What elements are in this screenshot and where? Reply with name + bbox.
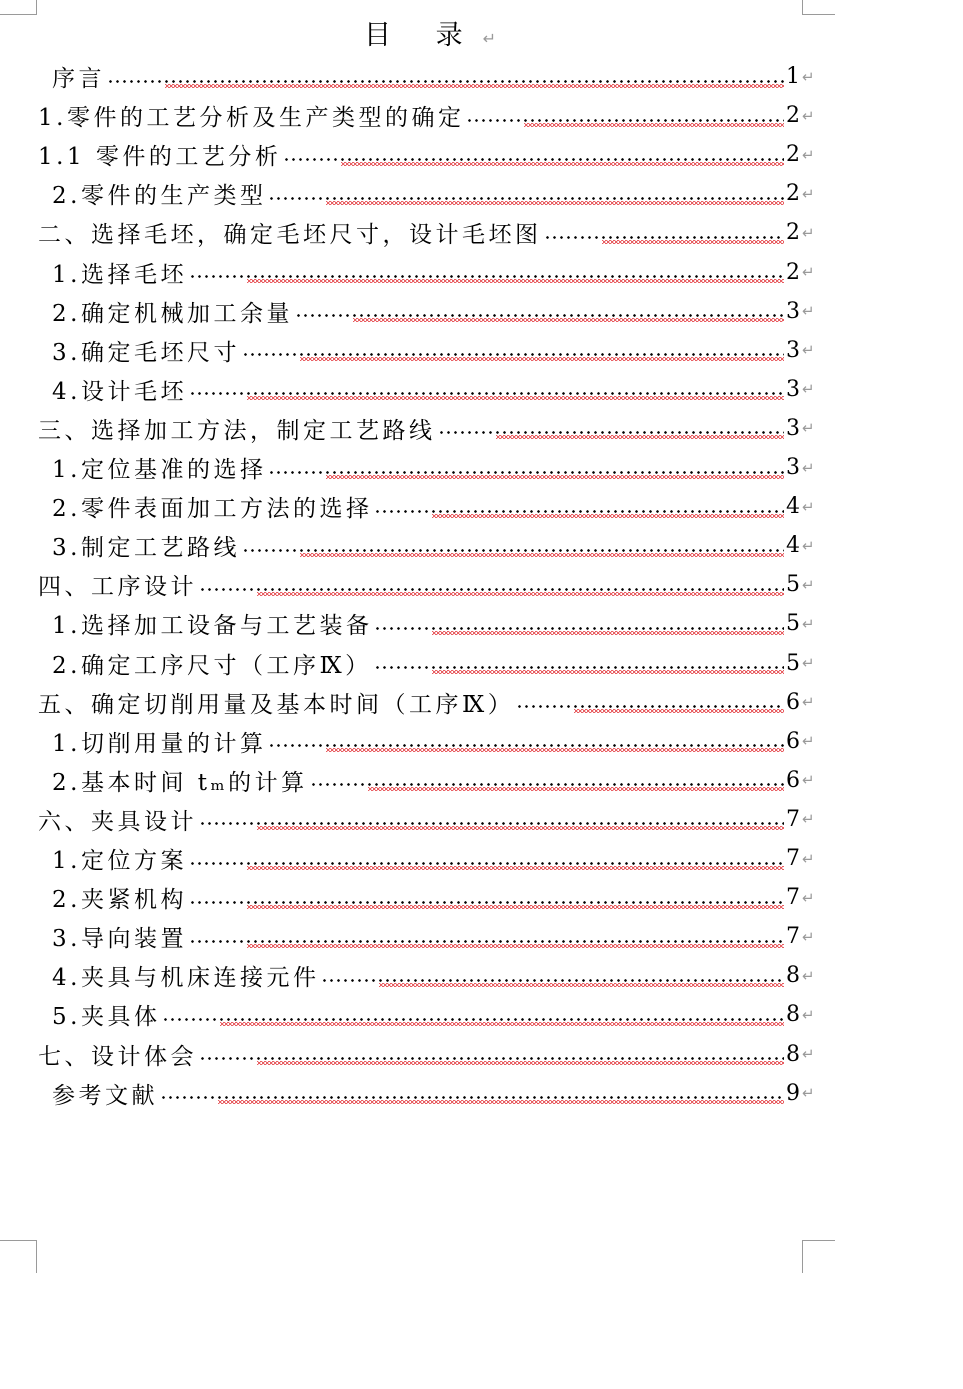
leader-dots bbox=[438, 431, 785, 434]
toc-entry-page-number: 8 bbox=[786, 1002, 800, 1028]
toc-entry-label: 1.1 零件的工艺分析 bbox=[38, 144, 282, 171]
leader-dots bbox=[466, 119, 784, 122]
toc-entry-page-number: 3 bbox=[786, 376, 800, 402]
leader-dots bbox=[268, 744, 784, 747]
toc-entry-label: 三、选择加工方法，制定工艺路线 bbox=[38, 417, 436, 444]
toc-entry[interactable] bbox=[52, 292, 820, 331]
leader-dots bbox=[268, 471, 784, 474]
toc-entry-label: 1.选择毛坯 bbox=[52, 261, 187, 288]
page-corner-mark-bottom-right bbox=[802, 1240, 835, 1273]
toc-entry-page-number: 7 bbox=[786, 806, 800, 832]
spellcheck-underline bbox=[247, 905, 784, 909]
toc-entry-label: 1.零件的工艺分析及生产类型的确定 bbox=[38, 105, 465, 132]
leader-dots bbox=[199, 588, 784, 591]
toc-entry-page-number: 2 bbox=[786, 103, 800, 129]
toc-title-text: 目 录 bbox=[364, 20, 481, 51]
toc-entry-page-number: 3 bbox=[786, 415, 800, 441]
toc-dot-leader bbox=[189, 926, 784, 948]
toc-entry-label: 参考文献 bbox=[52, 1082, 158, 1109]
spellcheck-underline bbox=[432, 514, 784, 518]
spellcheck-underline bbox=[496, 435, 785, 439]
paragraph-mark-icon: ↵ bbox=[802, 654, 815, 672]
spellcheck-underline bbox=[432, 670, 784, 674]
toc-entry-page-number: 2 bbox=[786, 142, 800, 168]
toc-dot-leader bbox=[189, 848, 784, 870]
toc-dot-leader bbox=[466, 105, 784, 127]
toc-entry-label: 四、工序设计 bbox=[38, 574, 197, 601]
toc-entry-page-number: 8 bbox=[786, 1041, 800, 1067]
toc-entry-label: 4.设计毛坯 bbox=[52, 378, 187, 405]
toc-entry-label: 5.夹具体 bbox=[52, 1004, 161, 1031]
spellcheck-underline bbox=[257, 1061, 784, 1065]
spellcheck-underline bbox=[574, 709, 784, 713]
paragraph-mark-icon: ↵ bbox=[802, 341, 815, 360]
toc-entry-page-number: 7 bbox=[786, 924, 800, 950]
leader-dots bbox=[295, 314, 784, 317]
paragraph-mark-icon: ↵ bbox=[802, 263, 815, 281]
toc-entry[interactable] bbox=[52, 761, 820, 800]
leader-dots bbox=[268, 197, 784, 200]
leader-dots bbox=[162, 1018, 784, 1021]
toc-entry-page-number: 5 bbox=[786, 650, 800, 676]
toc-entry-page-number: 5 bbox=[786, 611, 800, 637]
paragraph-mark-icon: ↵ bbox=[802, 380, 815, 399]
spellcheck-underline bbox=[247, 866, 784, 870]
toc-dot-leader bbox=[310, 769, 784, 791]
toc-entry-page-number: 6 bbox=[786, 689, 800, 715]
toc-entry-page-number: 3 bbox=[786, 337, 800, 363]
toc-entry-page-number: 8 bbox=[786, 963, 800, 989]
paragraph-mark-icon: ↵ bbox=[802, 693, 815, 712]
toc-entry[interactable] bbox=[52, 839, 820, 878]
toc-entry-page-number: 6 bbox=[786, 728, 800, 754]
leader-dots bbox=[283, 158, 784, 161]
toc-dot-leader bbox=[189, 378, 784, 400]
paragraph-mark-icon: ↵ bbox=[802, 810, 815, 829]
toc-entry-page-number: 5 bbox=[786, 572, 800, 598]
toc-dot-leader bbox=[199, 808, 784, 830]
spellcheck-underline bbox=[432, 631, 784, 635]
toc-entry-label: 序言 bbox=[52, 66, 105, 92]
toc-entry-label: 4.夹具与机床连接元件 bbox=[52, 965, 320, 992]
toc-entry-page-number: 4 bbox=[786, 494, 800, 520]
toc-entry[interactable] bbox=[52, 644, 820, 683]
toc-entry[interactable] bbox=[38, 213, 820, 252]
spellcheck-underline bbox=[353, 318, 784, 322]
paragraph-mark-icon: ↵ bbox=[802, 732, 815, 751]
page-corner-mark-top-right bbox=[802, 0, 835, 15]
spellcheck-underline bbox=[257, 826, 784, 830]
paragraph-mark-icon: ↵ bbox=[802, 145, 815, 164]
toc-entry-page-number: 7 bbox=[786, 885, 800, 911]
spellcheck-underline bbox=[247, 279, 784, 283]
toc-entry-label: 1.定位方案 bbox=[52, 848, 187, 874]
toc-dot-leader bbox=[283, 144, 784, 166]
toc-entry-label: 七、设计体会 bbox=[38, 1043, 197, 1070]
toc-entry[interactable] bbox=[52, 253, 820, 292]
paragraph-mark-icon: ↵ bbox=[802, 1045, 815, 1063]
toc-dot-leader bbox=[189, 261, 784, 283]
spellcheck-underline bbox=[257, 592, 784, 596]
toc-entry[interactable] bbox=[38, 1035, 820, 1074]
leader-dots bbox=[516, 705, 784, 708]
toc-entry[interactable] bbox=[38, 565, 820, 604]
toc-entry[interactable] bbox=[52, 604, 820, 643]
paragraph-mark-icon: ↵ bbox=[802, 1005, 815, 1024]
toc-dot-leader bbox=[438, 417, 785, 439]
toc-entry-page-number: 6 bbox=[786, 767, 800, 793]
toc-dot-leader bbox=[199, 1043, 784, 1065]
toc-entry[interactable] bbox=[38, 96, 820, 135]
toc-entry[interactable] bbox=[52, 370, 820, 409]
paragraph-mark-icon: ↵ bbox=[802, 106, 815, 125]
paragraph-mark-icon: ↵ bbox=[802, 67, 815, 86]
toc-entry-page-number: 2 bbox=[786, 220, 800, 246]
paragraph-mark-icon: ↵ bbox=[802, 966, 815, 985]
paragraph-mark-icon: ↵ bbox=[802, 458, 815, 477]
toc-dot-leader bbox=[374, 496, 784, 518]
toc-entry[interactable] bbox=[52, 487, 820, 526]
toc-entry-page-number: 2 bbox=[786, 259, 800, 285]
toc-entry-label: 1.切削用量的计算 bbox=[52, 730, 267, 757]
toc-title bbox=[0, 18, 860, 57]
leader-dots bbox=[544, 236, 785, 239]
spellcheck-underline bbox=[602, 240, 785, 244]
toc-dot-leader bbox=[516, 691, 784, 713]
toc-dot-leader bbox=[242, 339, 784, 361]
paragraph-mark-icon: ↵ bbox=[802, 536, 815, 555]
leader-dots bbox=[199, 1057, 784, 1060]
toc-entry[interactable] bbox=[52, 878, 820, 917]
toc-entry[interactable] bbox=[52, 526, 820, 565]
toc-entry[interactable] bbox=[38, 800, 820, 839]
leader-dots bbox=[189, 275, 784, 278]
paragraph-mark-icon: ↵ bbox=[802, 1084, 815, 1103]
toc-entry-label: 1.定位基准的选择 bbox=[52, 457, 267, 483]
leader-dots bbox=[189, 901, 784, 904]
leader-dots bbox=[374, 666, 784, 669]
toc-dot-leader bbox=[268, 730, 784, 752]
paragraph-mark-icon: ↵ bbox=[802, 614, 815, 633]
paragraph-mark-icon: ↵ bbox=[802, 184, 815, 203]
leader-dots bbox=[189, 392, 784, 395]
toc-dot-leader bbox=[544, 222, 785, 244]
spellcheck-underline bbox=[341, 162, 784, 166]
spellcheck-underline bbox=[300, 553, 784, 557]
toc-entry-label: 3.导向装置 bbox=[52, 926, 187, 953]
toc-entry-label: 2.零件的生产类型 bbox=[52, 183, 267, 210]
leader-dots bbox=[242, 353, 784, 356]
page-corner-mark-top-left bbox=[0, 0, 37, 15]
spellcheck-underline bbox=[165, 84, 784, 88]
toc-entry-label: 二、选择毛坯，确定毛坯尺寸，设计毛坯图 bbox=[38, 222, 542, 249]
leader-dots bbox=[199, 822, 784, 825]
spellcheck-underline bbox=[368, 787, 784, 791]
toc-entry[interactable] bbox=[52, 174, 820, 213]
toc-entry[interactable] bbox=[52, 57, 820, 96]
toc-entry[interactable] bbox=[38, 135, 820, 174]
spellcheck-underline bbox=[218, 1100, 784, 1104]
toc-entry-label: 五、确定切削用量及基本时间（工序Ⅸ） bbox=[38, 691, 515, 718]
paragraph-mark-icon: ↵ bbox=[802, 497, 815, 516]
toc-entry[interactable] bbox=[52, 722, 820, 761]
paragraph-mark-icon: ↵ bbox=[482, 29, 496, 48]
paragraph-mark-icon: ↵ bbox=[802, 771, 815, 790]
toc-entry[interactable] bbox=[38, 683, 820, 722]
leader-dots bbox=[107, 80, 784, 83]
toc-dot-leader bbox=[268, 457, 784, 479]
leader-dots bbox=[160, 1096, 784, 1099]
spellcheck-underline bbox=[379, 983, 784, 987]
page-corner-mark-bottom-left bbox=[0, 1240, 37, 1273]
toc-dot-leader bbox=[242, 535, 784, 557]
paragraph-mark-icon: ↵ bbox=[802, 575, 815, 594]
toc-entry[interactable] bbox=[52, 995, 820, 1034]
toc-entry[interactable] bbox=[38, 409, 820, 448]
toc-dot-leader bbox=[268, 183, 784, 205]
toc-entry-label: 3.制定工艺路线 bbox=[52, 535, 240, 562]
toc-entry-page-number: 7 bbox=[786, 846, 800, 871]
toc-entry-page-number: 3 bbox=[786, 455, 800, 480]
toc-entry-label: 2.夹紧机构 bbox=[52, 887, 187, 914]
toc-entry-label: 2.零件表面加工方法的选择 bbox=[52, 496, 373, 523]
toc-entry-label: 1.选择加工设备与工艺装备 bbox=[52, 613, 373, 640]
toc-entry-label: 2.基本时间 tₘ的计算 bbox=[52, 769, 308, 796]
paragraph-mark-icon: ↵ bbox=[802, 927, 815, 946]
toc-entry[interactable] bbox=[52, 917, 820, 956]
toc-entry-page-number: 2 bbox=[786, 181, 800, 207]
spellcheck-underline bbox=[300, 357, 784, 361]
leader-dots bbox=[310, 783, 784, 786]
toc-entry-page-number: 9 bbox=[786, 1080, 800, 1106]
leader-dots bbox=[321, 979, 784, 982]
spellcheck-underline bbox=[326, 748, 784, 752]
toc-entry-label: 3.确定毛坯尺寸 bbox=[52, 339, 240, 366]
toc-dot-leader bbox=[107, 66, 784, 88]
toc-entry-page-number: 1 bbox=[786, 64, 800, 89]
toc-entry-label: 2.确定工序尺寸（工序Ⅸ） bbox=[52, 652, 372, 679]
toc-dot-leader bbox=[295, 300, 784, 322]
spellcheck-underline bbox=[524, 123, 784, 127]
toc-dot-leader bbox=[374, 652, 784, 674]
toc-entry-page-number: 4 bbox=[786, 533, 800, 559]
paragraph-mark-icon: ↵ bbox=[802, 888, 815, 907]
spellcheck-underline bbox=[326, 201, 784, 205]
toc-dot-leader bbox=[199, 574, 784, 596]
toc-dot-leader bbox=[189, 887, 784, 909]
toc-dot-leader bbox=[160, 1082, 784, 1104]
spellcheck-underline bbox=[220, 1022, 784, 1026]
toc-entry[interactable] bbox=[52, 956, 820, 995]
toc-entry[interactable] bbox=[52, 1074, 820, 1113]
spellcheck-underline bbox=[326, 475, 784, 479]
spellcheck-underline bbox=[247, 944, 784, 948]
toc-dot-leader bbox=[321, 965, 784, 987]
paragraph-mark-icon: ↵ bbox=[802, 302, 815, 321]
toc-entry-label: 2.确定机械加工余量 bbox=[52, 300, 293, 327]
spellcheck-underline bbox=[247, 396, 784, 400]
paragraph-mark-icon: ↵ bbox=[802, 849, 815, 868]
leader-dots bbox=[374, 627, 784, 630]
leader-dots bbox=[242, 549, 784, 552]
paragraph-mark-icon: ↵ bbox=[802, 419, 815, 438]
toc-entry[interactable] bbox=[52, 331, 820, 370]
paragraph-mark-icon: ↵ bbox=[802, 223, 815, 242]
leader-dots bbox=[189, 862, 784, 865]
toc-entry-page-number: 3 bbox=[786, 298, 800, 324]
toc-dot-leader bbox=[162, 1004, 784, 1026]
leader-dots bbox=[374, 510, 784, 513]
toc-entry[interactable] bbox=[52, 448, 820, 487]
toc-entry-label: 六、夹具设计 bbox=[38, 808, 197, 835]
leader-dots bbox=[189, 940, 784, 943]
toc-dot-leader bbox=[374, 613, 784, 635]
